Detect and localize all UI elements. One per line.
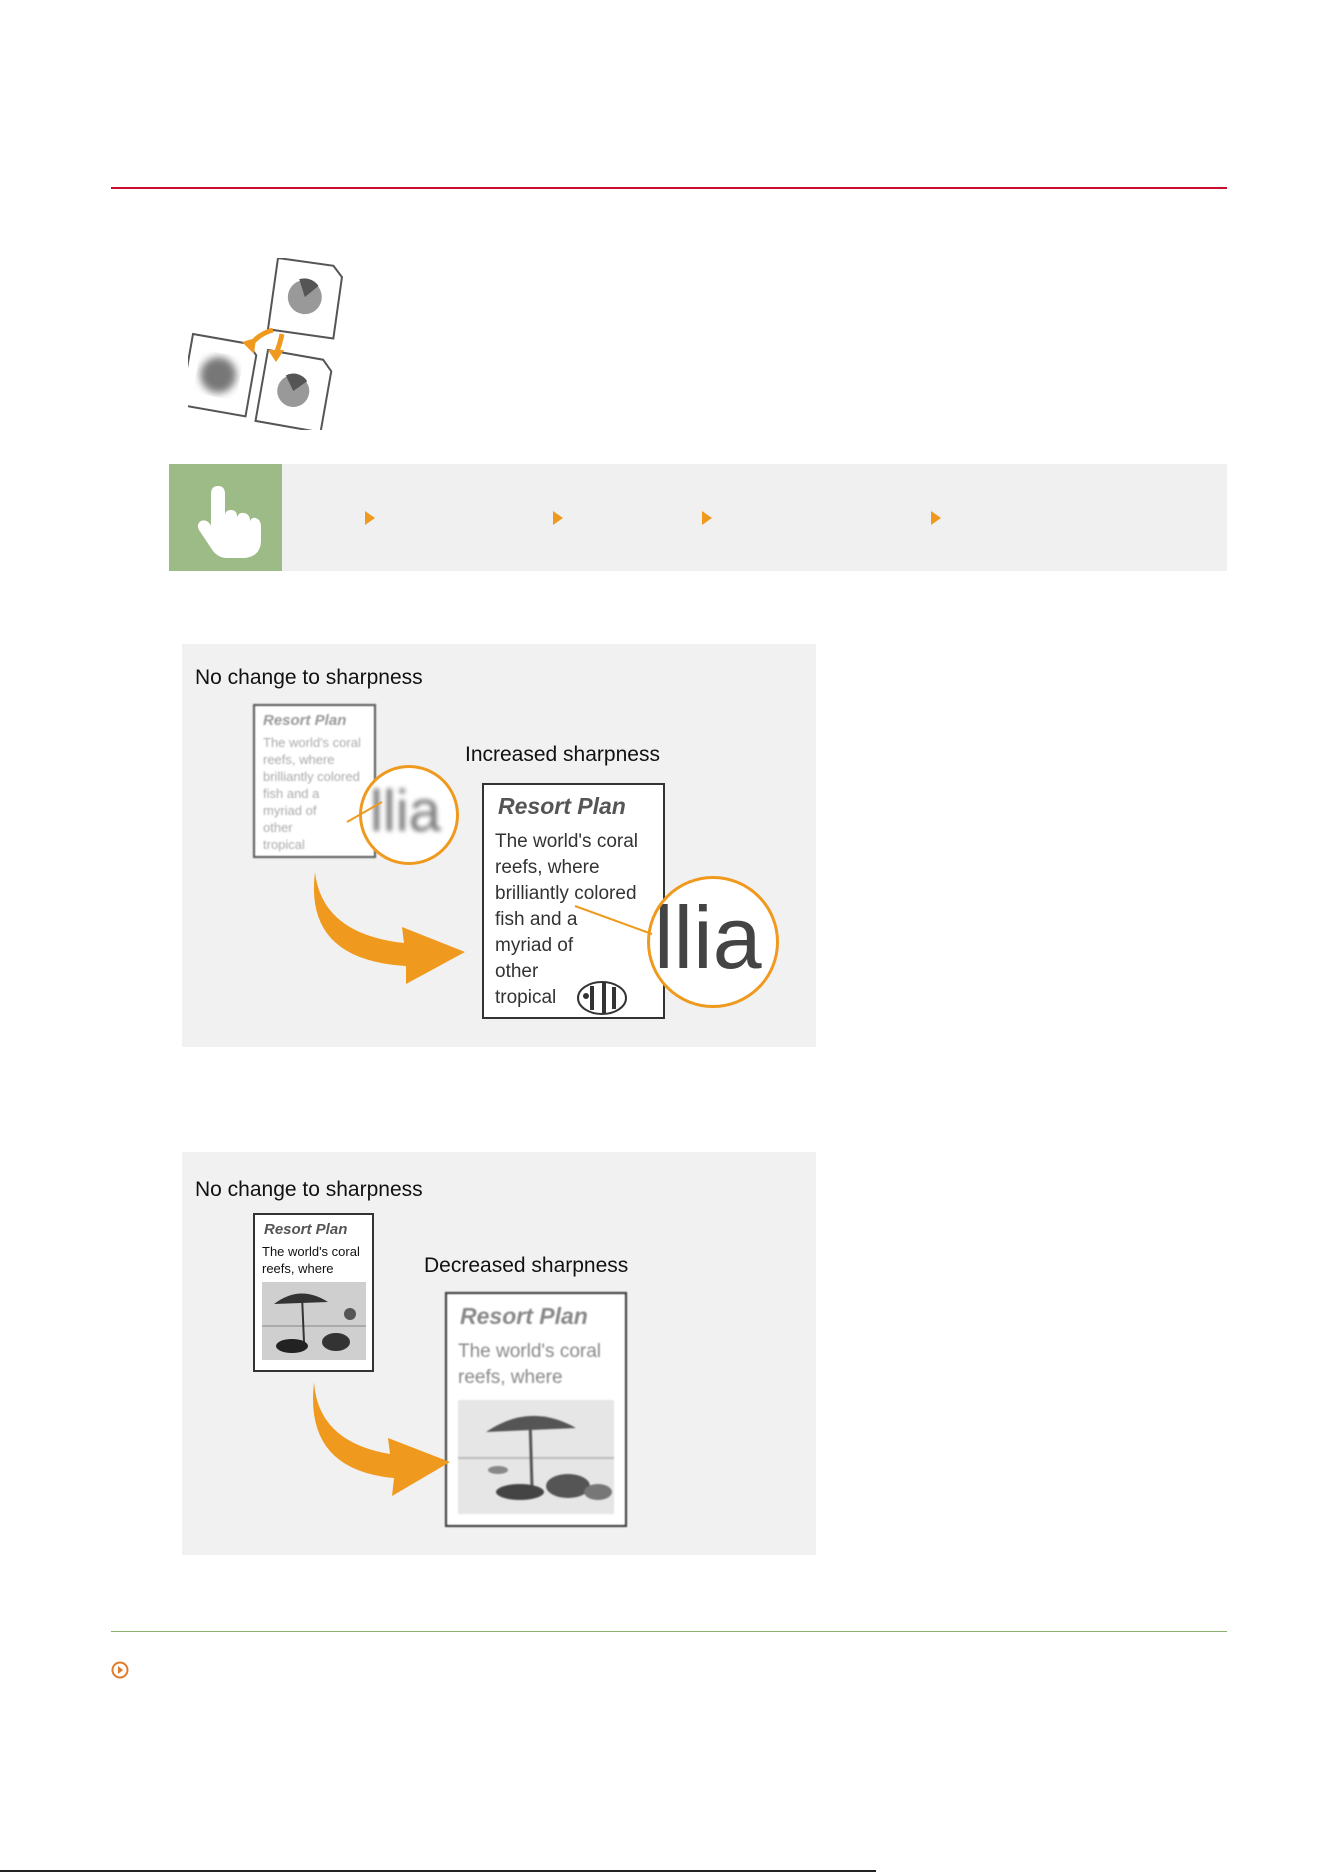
original-doc-text: The world's coral reefs, where bbox=[262, 1244, 360, 1276]
decrease-sharpness-illustration bbox=[182, 1152, 816, 1555]
original-doc-text: The world's coral reefs, where brilliantly colored fish and a myriad of other tropical bbox=[263, 735, 361, 852]
increase-sharpness-illustration bbox=[182, 644, 816, 1047]
softened-doc-title: Resort Plan bbox=[460, 1303, 588, 1329]
sharpened-doc-title: Resort Plan bbox=[498, 793, 626, 819]
original-magnified-text: llia bbox=[370, 779, 441, 844]
breadcrumb-arrow-icon bbox=[931, 511, 941, 525]
feature-sharpness-icon bbox=[188, 258, 368, 430]
sharpness-arrow-icon bbox=[182, 1152, 816, 1555]
after-label: Increased sharpness bbox=[465, 743, 660, 766]
link-marker-icon[interactable] bbox=[111, 1661, 129, 1679]
original-doc-title: Resort Plan bbox=[263, 712, 347, 729]
sharpened-magnified-text: llia bbox=[654, 888, 762, 987]
before-label: No change to sharpness bbox=[195, 1178, 423, 1201]
heading-rule bbox=[111, 187, 1227, 189]
section-rule bbox=[111, 1631, 1227, 1632]
breadcrumb-arrow-icon bbox=[365, 511, 375, 525]
operation-path-bar bbox=[169, 464, 1227, 571]
original-doc-title: Resort Plan bbox=[264, 1221, 348, 1238]
sharpened-doc-text: The world's coral reefs, where brilliantly colored fish and a myriad of other tropical bbox=[495, 831, 639, 1008]
sharpness-arrow-icon bbox=[182, 644, 816, 1047]
softened-doc-text: The world's coral reefs, where bbox=[458, 1341, 602, 1388]
touch-tile bbox=[169, 464, 282, 571]
breadcrumb-arrow-icon bbox=[553, 511, 563, 525]
touch-hand-icon bbox=[169, 464, 282, 571]
before-label: No change to sharpness bbox=[195, 666, 423, 689]
after-label: Decreased sharpness bbox=[424, 1254, 629, 1277]
breadcrumb-arrow-icon bbox=[702, 511, 712, 525]
